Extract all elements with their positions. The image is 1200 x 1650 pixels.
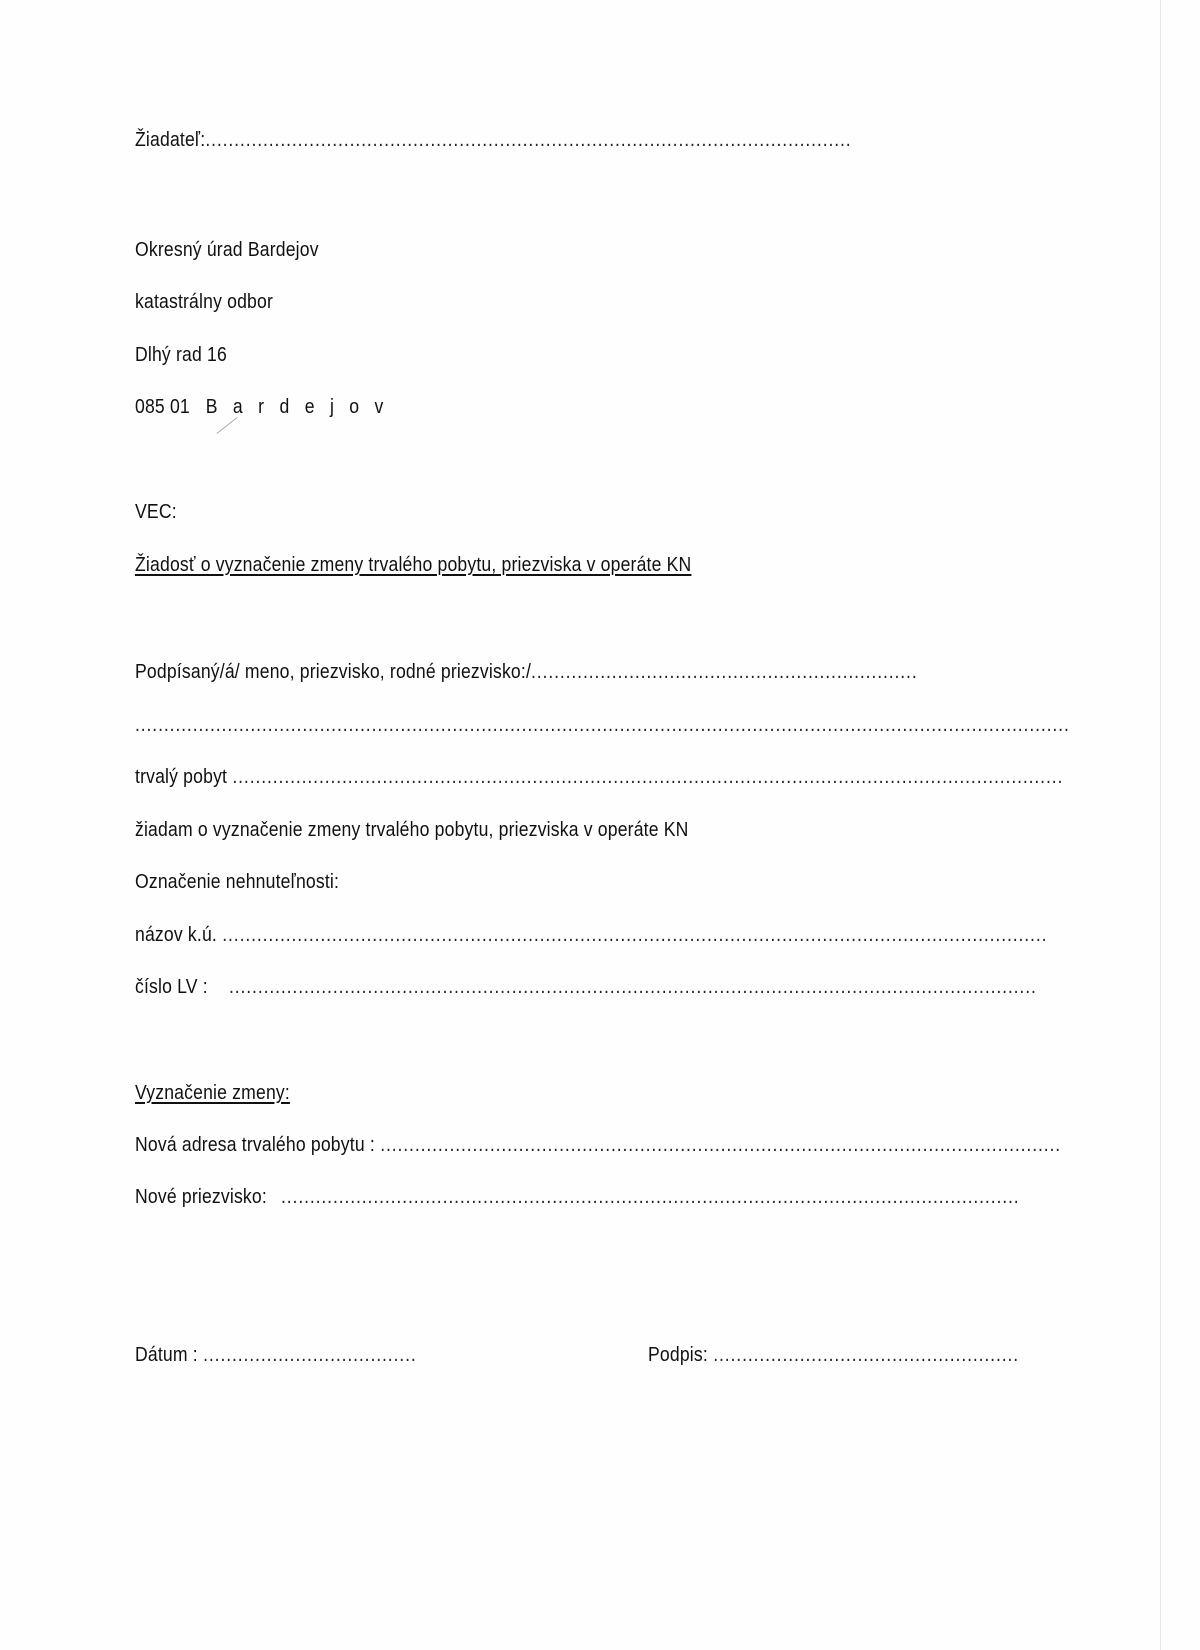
cadastral-field[interactable] [135,923,1048,947]
changes-heading: Vyznačenie zmeny: [135,1082,290,1104]
recipient-office: Okresný úrad Bardejov [135,239,319,261]
signed-field[interactable] [135,660,918,684]
signature-field[interactable] [648,1343,1020,1367]
applicant-dots: ................................................................................................................ [205,129,852,151]
date-dots: ..................................... [203,1344,417,1366]
date-field[interactable] [135,1343,417,1367]
cadastral-dots: ............................................................................................................................................... [222,924,1048,946]
subject-title: Žiadosť o vyznačenie zmeny trvalého pobytu, priezviska v operáte KN [135,554,692,576]
lv-dots: ............................................................................................................................................ [228,976,1037,998]
postal-code: 085 01 [135,396,190,418]
applicant-label: Žiadateľ: [135,129,206,151]
stray-mark [216,417,237,434]
new-address-label: Nová adresa trvalého pobytu : [135,1134,375,1156]
signature-label: Podpis: [648,1344,708,1366]
request-text: žiadam o vyznačenie zmeny trvalého pobytu, priezviska v operáte KN [135,819,689,841]
continuation-dots: .................................................................................................................................................................. [135,714,1070,736]
cadastral-label: názov k.ú. [135,924,217,946]
new-address-field[interactable] [135,1133,1062,1157]
new-address-dots: ...................................................................................................................... [380,1134,1062,1156]
residence-dots: ................................................................................................................................................ [232,766,1064,788]
signed-dots: ................................................................... [531,661,918,683]
city: B a r d e j o v [205,396,389,418]
signed-label: Podpísaný/á/ meno, priezvisko, rodné priezvisko:/ [135,661,532,683]
property-label: Označenie nehnuteľnosti: [135,871,340,893]
residence-label: trvalý pobyt [135,766,228,788]
new-surname-field[interactable] [135,1185,1020,1209]
applicant-field[interactable] [135,128,852,152]
signed-continuation-field[interactable] [135,713,1070,737]
lv-label: číslo LV : [135,976,208,998]
signature-dots: ..................................................... [713,1344,1020,1366]
recipient-street: Dlhý rad 16 [135,344,227,366]
page-edge [1160,0,1161,1650]
recipient-city-line [135,395,389,419]
new-surname-label: Nové priezvisko: [135,1186,267,1208]
residence-field[interactable] [135,765,1064,789]
recipient-department: katastrálny odbor [135,291,274,313]
date-label: Dátum : [135,1344,198,1366]
new-surname-dots: ................................................................................................................................ [281,1186,1020,1208]
subject-label: VEC: [135,501,177,523]
lv-field[interactable] [135,975,1037,999]
